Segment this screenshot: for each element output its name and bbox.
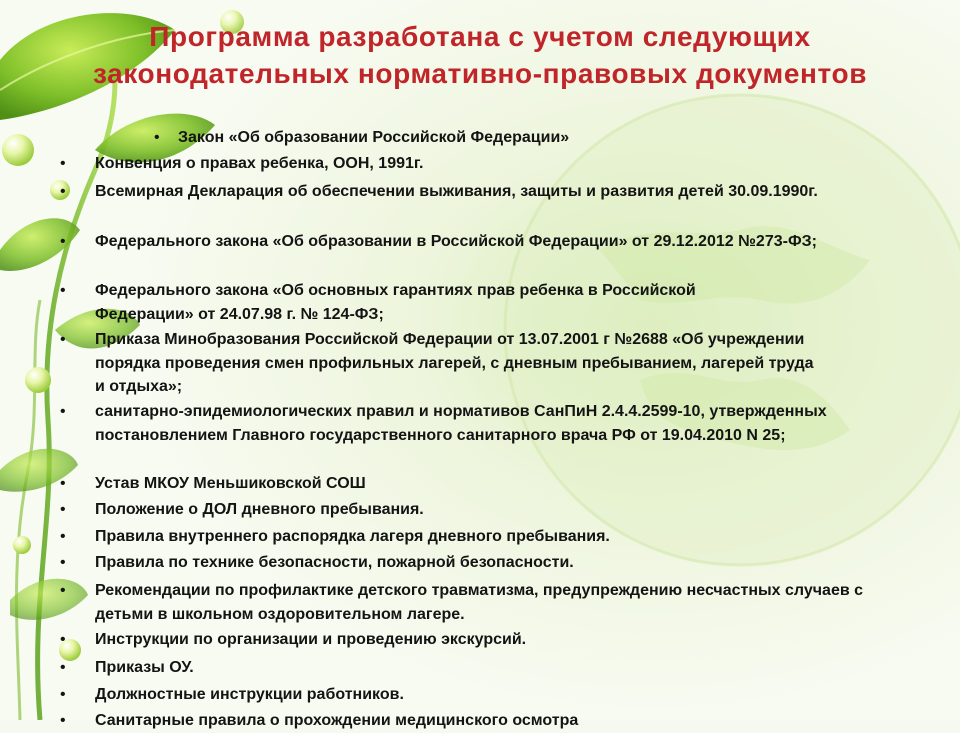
list-item-text: Санитарные правила о прохождении медицинского осмотра (95, 712, 579, 729)
bullet-icon: • (60, 631, 66, 648)
list-item (60, 230, 855, 254)
list-item (60, 152, 903, 176)
list-item-text: Правила по технике безопасности, пожарной безопасности. (95, 554, 574, 571)
bullet-icon: • (154, 129, 160, 146)
list-item-text: санитарно-эпидемиологических правил и нормативов СанПиН 2.4.4.2599-10, утвержденных постановлением Главного государственного санитарного врача РФ от 19.04.2010 N 25; (95, 403, 827, 444)
list-item (154, 126, 778, 150)
list-item (60, 628, 903, 652)
list-item-text: Приказы ОУ. (95, 659, 194, 676)
list-item (60, 579, 903, 626)
bullet-icon: • (60, 475, 66, 492)
bullet-icon: • (60, 282, 66, 299)
list-item (60, 525, 903, 549)
bullet-icon: • (60, 554, 66, 571)
list-item-text: Всемирная Декларация об обеспечении выживания, защиты и развития детей 30.09.1990г. (95, 183, 818, 200)
list-item-text: Рекомендации по профилактике детского травматизма, предупреждению несчастных случаев с детьми в школьном оздоровительном лагере. (95, 582, 864, 623)
bullet-icon: • (60, 331, 66, 348)
bullet-icon: • (60, 233, 66, 250)
list-item (60, 180, 855, 204)
list-item-text: Положение о ДОЛ дневного пребывания. (95, 501, 424, 518)
list-item (60, 328, 825, 399)
list-item-text: Приказа Минобразования Российской Федерации от 13.07.2001 г №2688 «Об учреждении порядка проведения смен профильных лагерей, с дневным пребыванием, лагерей труда и отдыха»; (95, 331, 814, 395)
list-item (60, 709, 903, 733)
list-item-text: Должностные инструкции работников. (95, 686, 404, 703)
list-item (60, 279, 795, 326)
list-item-text: Устав МКОУ Меньшиковской СОШ (95, 475, 366, 492)
bullet-icon: • (60, 183, 66, 200)
list-item-text: Правила внутреннего распорядка лагеря дневного пребывания. (95, 528, 610, 545)
bullet-icon: • (60, 582, 66, 599)
bullet-icon: • (60, 403, 66, 420)
list-item (60, 683, 903, 707)
list-item-text: Федерального закона «Об основных гарантиях прав ребенка в Российской Федерации» от 24.07.98 г. № 124-ФЗ; (95, 282, 696, 323)
list-item-text: Инструкции по организации и проведению экскурсий. (95, 631, 527, 648)
bullet-icon: • (60, 528, 66, 545)
list-item (60, 472, 903, 496)
list-item-text: Закон «Об образовании Российской Федерации» (178, 129, 570, 146)
list-item (60, 400, 907, 447)
slide-title: Программа разработана с учетом следующих законодательных нормативно-правовых документов (92, 21, 868, 89)
bullet-icon: • (60, 712, 66, 729)
list-item-text: Конвенция о правах ребенка, ООН, 1991г. (95, 155, 424, 172)
list-item-text: Федерального закона «Об образовании в Российской Федерации» от 29.12.2012 №273-ФЗ; (95, 233, 817, 250)
bullet-icon: • (60, 659, 66, 676)
list-item (60, 498, 903, 522)
list-item (60, 551, 903, 575)
bullet-icon: • (60, 686, 66, 703)
bullet-icon: • (60, 155, 66, 172)
list-item (60, 656, 903, 680)
bullet-icon: • (60, 501, 66, 518)
